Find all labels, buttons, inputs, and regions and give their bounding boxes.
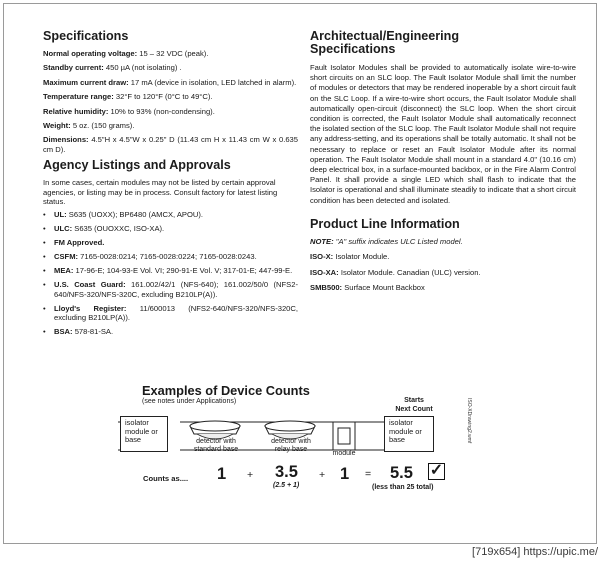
note-text: "A" suffix indicates ULC Listed model. [335, 236, 463, 246]
checkmark-icon: ✓ [429, 462, 444, 479]
agency-item [43, 266, 298, 275]
agency-intro: In some cases, certain modules may not be listed by certain approval agencies, or listing may be in process. Consult factory for latest listing status. [43, 178, 278, 207]
architectural-heading [310, 30, 576, 56]
product-model: ISO-XA: [310, 267, 339, 277]
spec-item [43, 63, 298, 72]
product-item [310, 283, 576, 292]
spec-label: Standby current: [43, 63, 104, 73]
count-detectors: 3.5 [275, 463, 298, 481]
count-total: 5.5 [390, 464, 413, 482]
agency-value: 17-96-E; 104-93-E Vol. VI; 290-91-E Vol. V; 317-01-E; 447-99-E. [75, 266, 293, 276]
agency-label: CSFM: [54, 252, 79, 262]
agency-item [43, 327, 298, 336]
product-description: Isolator Module. Canadian (ULC) version. [340, 267, 481, 277]
agency-label: FM Approved. [54, 238, 105, 248]
spec-item [43, 121, 298, 130]
architectural-heading-line2: Specifications [310, 42, 396, 56]
product-line-heading: Product Line Information [310, 216, 460, 231]
right-column [310, 30, 576, 298]
product-line-note [310, 237, 576, 246]
spec-label: Dimensions: [43, 135, 89, 145]
note-label: NOTE: [310, 236, 334, 246]
agency-label: U.S. Coast Guard: [54, 280, 126, 290]
counts-as-label: Counts as.... [143, 474, 189, 483]
spec-value: 32°F to 120°F (0°C to 49°C). [115, 92, 213, 102]
agency-item [43, 280, 298, 299]
agency-label: MEA: [54, 266, 74, 276]
spec-label: Relative humidity: [43, 106, 109, 116]
isolator-box-right: isolator module or base [384, 416, 434, 452]
agency-value: 11/600013 (NFS2-640/NFS-320/NFS-320C, excluding B210LP(A)). [54, 303, 298, 323]
equals-sign: = [365, 468, 372, 480]
spec-value: 17 mA (device in isolation, LED latched in alarm). [130, 77, 297, 87]
product-item [310, 268, 576, 277]
drawing-code: ISO-XDrawing2.wmf [466, 398, 472, 444]
starts-line1: Starts [404, 397, 424, 404]
left-column [43, 30, 298, 341]
product-item [310, 252, 576, 261]
agency-list [43, 210, 298, 336]
agency-item [43, 304, 298, 323]
starts-line2: Next Count [395, 405, 433, 413]
product-description: Isolator Module. [335, 252, 390, 262]
agency-item [43, 238, 298, 247]
plus-1: + [247, 469, 254, 481]
isolator-box-left: isolator module or base [120, 416, 168, 452]
spec-item [43, 92, 298, 101]
module-icon [333, 422, 355, 450]
agency-item [43, 210, 298, 219]
spec-value: 15 – 32 VDC (peak). [139, 49, 209, 58]
agency-label: BSA: [54, 327, 73, 337]
agency-value: 161.002/42/1 (NFS-640); 161.002/50/0 (NFS2-640/NFS-320/NFS-320C, excluding B210LP(A)). [54, 280, 298, 299]
product-description: Surface Mount Backbox [344, 283, 425, 293]
examples-subtitle: (see notes under Applications) [142, 398, 237, 405]
agency-item [43, 224, 298, 233]
device-count-examples [0, 378, 600, 498]
detector-standard-label: detector with standard base [193, 438, 239, 453]
spec-label: Normal operating voltage: [43, 49, 138, 58]
count-isolator: 1 [217, 465, 227, 483]
agency-value: 7165-0028:0214; 7165-0028:0224; 7165-0028:0243. [80, 252, 257, 262]
detector-relay-base-icon [265, 421, 315, 439]
spec-item [43, 78, 298, 87]
count-module: 1 [340, 465, 350, 483]
product-line-list [310, 252, 576, 292]
agency-label: ULC: [54, 224, 73, 234]
agency-value: S635 (OUOXXC, ISO-XA). [74, 224, 165, 234]
count-total-note: (less than 25 total) [372, 484, 434, 491]
agency-label: Lloyd's Register: [54, 303, 127, 313]
spec-label: Temperature range: [43, 92, 114, 102]
count-detectors-note: (2.5 + 1) [273, 482, 300, 489]
specifications-heading: Specifications [43, 29, 129, 43]
module-label: module [332, 450, 356, 457]
plus-2: + [319, 469, 326, 481]
detector-standard-base-icon [190, 421, 240, 439]
spec-value: 10% to 93% (non-condensing). [110, 106, 215, 116]
spec-item [43, 107, 298, 116]
spec-value: 5 oz. (150 grams). [72, 121, 135, 131]
agency-value: S635 (UOXX); BP6480 (AMCX, APOU). [68, 210, 203, 220]
spec-value: 4.5"H x 4.5"W x 0.25" D (11.43 cm H x 11.43 cm W x 0.635 cm D). [43, 135, 298, 154]
agency-value: 578-81-SA. [74, 327, 114, 337]
agency-item [43, 252, 298, 261]
architectural-body: Fault Isolator Modules shall be provided to automatically isolate wire-to-wire short circuits on an SLC loop. The Fault Isolator Module shall limit the number of modules or detectors that may be rendered inoperable by a short circuit fault on the SLC Loop. If a wire-to-wire short occurs, the Fault Isolator Module shall automatically open-circuit (disconnect) the SLC loop. When the short circuit condition is corrected, the Fault Isolator Module shall automatically reconnect the isolated section of the SLC loop. The Fault Isolator Module shall not require any address-setting, and its operations shall be totally automatic. It shall not be necessary to replace or reset an Fault Isolator Module after its normal operation. The Fault Isolator Module shall mount in a standard 4.0" (10.16 cm) deep electrical box, in a surface-mounted backbox, or in the Fire Alarm Control Panel. It shall provide a single LED which shall flash to indicate that the Isolator is operational and shall illuminate steadily to indicate that a short circuit condition has been detected and isolated. [310, 63, 576, 205]
spec-value: 450 µA (not isolating) . [105, 63, 182, 73]
spec-item [43, 135, 298, 154]
watermark: [719x654] https://upic.me/ [472, 546, 598, 558]
agency-heading: Agency Listings and Approvals [43, 158, 231, 173]
examples-title: Examples of Device Counts [142, 383, 310, 398]
product-model: ISO-X: [310, 252, 334, 262]
detector-relay-label: detector with relay base [271, 438, 311, 453]
product-model: SMB500: [310, 283, 343, 293]
specifications-list [43, 49, 298, 154]
spec-label: Weight: [43, 121, 71, 131]
spec-label: Maximum current draw: [43, 77, 129, 87]
agency-label: UL: [54, 210, 67, 220]
architectural-heading-line1: Architectual/Engineering [310, 29, 460, 43]
spec-item [43, 49, 298, 58]
